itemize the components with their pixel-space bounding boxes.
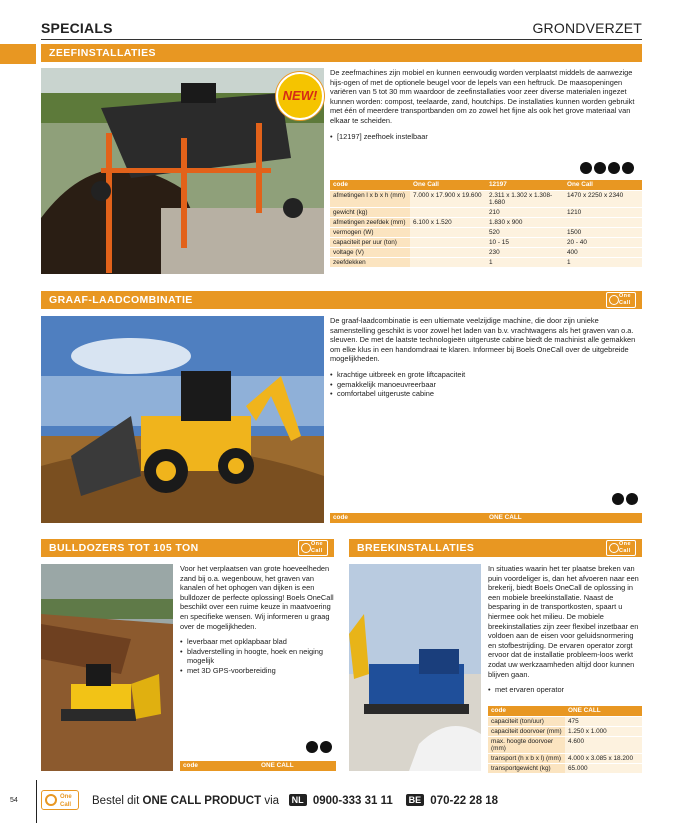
- table-cell: 1: [486, 257, 564, 267]
- breek-description: In situaties waarin het ter plaatse breken van puin voordeliger is, dan het afvoeren naar een brekerij, biedt Boels OneCall de oplossing in een mobiele breekinstallatie. Naast de besparing in de transportkosten, spaart u hiermee ook het milieu. De mobiele breekinstallaties zijn zeer flexibel inzetbaar en voldoen aan de eisen voor geluidsnormering en stofbestrijding. De ervaren operator zorgt ervoor dat de installatie probleem-loos werkt zodat uw werkzaamheden altijd door kunnen blijven gaan.: [488, 564, 639, 679]
- table-header-cell: 12197: [486, 180, 564, 190]
- graaf-title-bar: [41, 291, 642, 309]
- table-header-cell: One Call: [410, 180, 486, 190]
- graaf-bullets: [330, 370, 642, 399]
- table-row: [330, 237, 642, 247]
- page-number: 54: [10, 797, 18, 804]
- table-header-row: [488, 706, 642, 716]
- table-cell: transport (h x b x l) (mm): [488, 753, 565, 763]
- zeef-title-bar: [41, 44, 642, 62]
- table-header-cell: code: [330, 513, 486, 523]
- onecall-logo: One Call: [41, 790, 79, 810]
- table-cell: 1: [564, 257, 642, 267]
- table-header-cell: code: [488, 706, 565, 716]
- onecall-circle-icon: [609, 543, 619, 553]
- table-cell: [410, 237, 486, 247]
- phone-icon: [580, 162, 592, 174]
- zeef-description: De zeefmachines zijn mobiel en kunnen eenvoudig worden verplaatst middels de aanwezige hijs-ogen of met de optionele beugel voor de lepels van een heftruck. De maasopeningen variëren van 5 tot 30 mm waardoor de zeefinstallaties voor zeer diverse materialen ingezet kunnen worden: compost, teelaarde, zand, houtchips. De installaties kunnen worden gebruikt met één of meerdere transportbanden om zo zowel het fijne als ook het grove materiaal van elkaar te scheiden.: [330, 68, 635, 125]
- category-title: GRONDVERZET: [532, 20, 642, 36]
- table-row: [488, 763, 642, 773]
- table-cell: 2.311 x 1.302 x 1.308-1.680: [486, 190, 564, 207]
- table-cell: 1.830 x 900: [486, 217, 564, 227]
- table-cell: 1470 x 2250 x 2340: [564, 190, 642, 207]
- breek-photo: [349, 564, 481, 771]
- excavator-icon: [612, 493, 624, 505]
- graaf-description-block: [330, 316, 642, 399]
- table-cell: gewicht (kg): [330, 207, 410, 217]
- order-product: ONE CALL PRODUCT: [142, 795, 262, 807]
- table-row: [330, 217, 642, 227]
- zeef-bullets: [330, 132, 640, 142]
- onecall-circle-icon: [609, 295, 619, 305]
- zeef-bullet: • [12197] zeefhoek instelbaar: [330, 132, 640, 142]
- table-cell: 230: [486, 247, 564, 257]
- breek-title: BREEKINSTALLATIES: [357, 542, 475, 554]
- table-cell: [410, 257, 486, 267]
- table-row: [488, 726, 642, 736]
- table-cell: transportgewicht (kg): [488, 763, 565, 773]
- graaf-spec-table: [330, 513, 642, 524]
- table-cell: 7.000 x 17.900 x 19.600: [410, 190, 486, 207]
- graaf-photo: [41, 316, 324, 523]
- onecall-logo: One Call: [298, 540, 328, 556]
- zeef-title: ZEEFINSTALLATIES: [49, 47, 156, 59]
- table-cell: 1210: [564, 207, 642, 217]
- breek-spec-table: [488, 706, 642, 774]
- nl-badge: NL: [289, 794, 307, 806]
- onecall-circle-icon: [45, 794, 57, 806]
- table-header-cell: ONE CALL: [565, 706, 642, 716]
- crane-icon: [608, 162, 620, 174]
- table-row: [330, 257, 642, 267]
- onecall-circle-icon: [301, 543, 311, 553]
- new-badge: NEW!: [276, 72, 324, 120]
- table-cell: 65.000: [565, 763, 642, 773]
- table-cell: afmetingen zeefdek (mm): [330, 217, 410, 227]
- table-cell: 475: [565, 716, 642, 726]
- zeef-description-block: [330, 68, 640, 141]
- order-prefix: Bestel dit: [92, 795, 140, 807]
- table-row: [488, 736, 642, 753]
- bulldozer-bullets: [180, 637, 336, 675]
- table-header-cell: ONE CALL: [486, 513, 642, 523]
- breek-title-bar: [349, 539, 642, 557]
- bulldozer-description: Voor het verplaatsen van grote hoeveelheden zand bij o.a. wegenbouw, het graven van kanalen of het ophogen van dijken is een bulldozer de perfecte oplossing! Boels OneCall beschikt over een ruime keuze in maatvoering en specifieke wensen. Wij informeren u graag over de mogelijkheden.: [180, 564, 334, 631]
- table-cell: capaciteit per uur (ton): [330, 237, 410, 247]
- bulldozer-title-bar: [41, 539, 334, 557]
- table-header-cell: One Call: [564, 180, 642, 190]
- graaf-bullet: • comfortabel uitgeruste cabine: [330, 389, 642, 399]
- table-header-row: [180, 761, 336, 771]
- table-header-cell: code: [330, 180, 410, 190]
- electric-icon: [594, 162, 606, 174]
- header-divider: [41, 39, 642, 40]
- helmet-icon: [622, 162, 634, 174]
- table-cell: capaciteit (ton/uur): [488, 716, 565, 726]
- graaf-title: GRAAF-LAADCOMBINATIE: [49, 294, 193, 306]
- table-cell: 520: [486, 227, 564, 237]
- table-cell: vermogen (W): [330, 227, 410, 237]
- graaf-description: De graaf-laadcombinatie is een ultiemate veelzijdige machine, die door zijn unieke samenstelling geschikt is voor zowel het laden van b.v. vrachtwagens als het graven van o.a. sleuven. De met de laatste technologieën uitgeruste cabine biedt de machinist alle gemakken om elke klus in een handomdraai te klaren. Informeer bij Boels OneCall over de uitgebreide mogelijkheden.: [330, 316, 636, 364]
- footer: [0, 786, 676, 816]
- bulldozer-spec-table: [180, 761, 336, 772]
- table-cell: 4.600: [565, 736, 642, 753]
- table-header-cell: code: [180, 761, 258, 771]
- bulldozer-title: BULLDOZERS TOT 105 TON: [49, 542, 199, 554]
- table-cell: [564, 217, 642, 227]
- zeef-spec-table: [330, 180, 642, 268]
- table-cell: 1500: [564, 227, 642, 237]
- be-phone: 070-22 28 18: [430, 795, 499, 807]
- table-header-row: [330, 180, 642, 190]
- table-row: [488, 753, 642, 763]
- table-cell: 400: [564, 247, 642, 257]
- table-cell: 6.100 x 1.520: [410, 217, 486, 227]
- table-cell: [410, 247, 486, 257]
- table-cell: 1.250 x 1.000: [565, 726, 642, 736]
- bulldozer-photo: [41, 564, 173, 771]
- order-line: [92, 794, 498, 807]
- table-cell: voltage (V): [330, 247, 410, 257]
- be-badge: BE: [406, 794, 425, 806]
- bulldozer-bullet: • met 3D GPS-voorbereiding: [180, 666, 336, 676]
- order-via: via: [264, 795, 280, 807]
- side-tab: [0, 44, 36, 64]
- table-header-row: [330, 513, 642, 523]
- breek-description-block: [488, 564, 642, 695]
- onecall-logo: One Call: [606, 292, 636, 308]
- zeef-icons: [580, 162, 634, 174]
- table-cell: afmetingen l x b x h (mm): [330, 190, 410, 207]
- bulldozer-bullet: • leverbaar met opklapbaar blad: [180, 637, 336, 647]
- table-cell: 4.000 x 3.085 x 18.200: [565, 753, 642, 763]
- table-row: [330, 207, 642, 217]
- table-cell: zeefdekken: [330, 257, 410, 267]
- loader-icon: [320, 741, 332, 753]
- graaf-bullet: • krachtige uitbreek en grote liftcapaciteit: [330, 370, 642, 380]
- graaf-bullet: • gemakkelijk manoeuvreerbaar: [330, 380, 642, 390]
- onecall-logo: One Call: [606, 540, 636, 556]
- table-cell: max. hoogte doorvoer (mm): [488, 736, 565, 753]
- excavator-icon: [306, 741, 318, 753]
- table-row: [330, 247, 642, 257]
- breek-bullets: [488, 685, 642, 695]
- nl-phone: 0900-333 31 11: [312, 795, 393, 807]
- table-row: [488, 716, 642, 726]
- bulldozer-description-block: [180, 564, 336, 676]
- table-cell: [410, 207, 486, 217]
- table-row: [330, 190, 642, 207]
- table-cell: 20 - 40: [564, 237, 642, 247]
- table-cell: capaciteit doorvoer (mm): [488, 726, 565, 736]
- section-title: SPECIALS: [41, 20, 113, 36]
- loader-icon: [626, 493, 638, 505]
- bulldozer-icons: [306, 741, 332, 753]
- breek-bullet: • met ervaren operator: [488, 685, 642, 695]
- graaf-icons: [612, 493, 638, 505]
- table-cell: 10 - 15: [486, 237, 564, 247]
- table-header-cell: ONE CALL: [258, 761, 336, 771]
- table-cell: 210: [486, 207, 564, 217]
- table-cell: [410, 227, 486, 237]
- bulldozer-bullet: • bladverstelling in hoogte, hoek en neiging mogelijk: [180, 647, 336, 666]
- table-row: [330, 227, 642, 237]
